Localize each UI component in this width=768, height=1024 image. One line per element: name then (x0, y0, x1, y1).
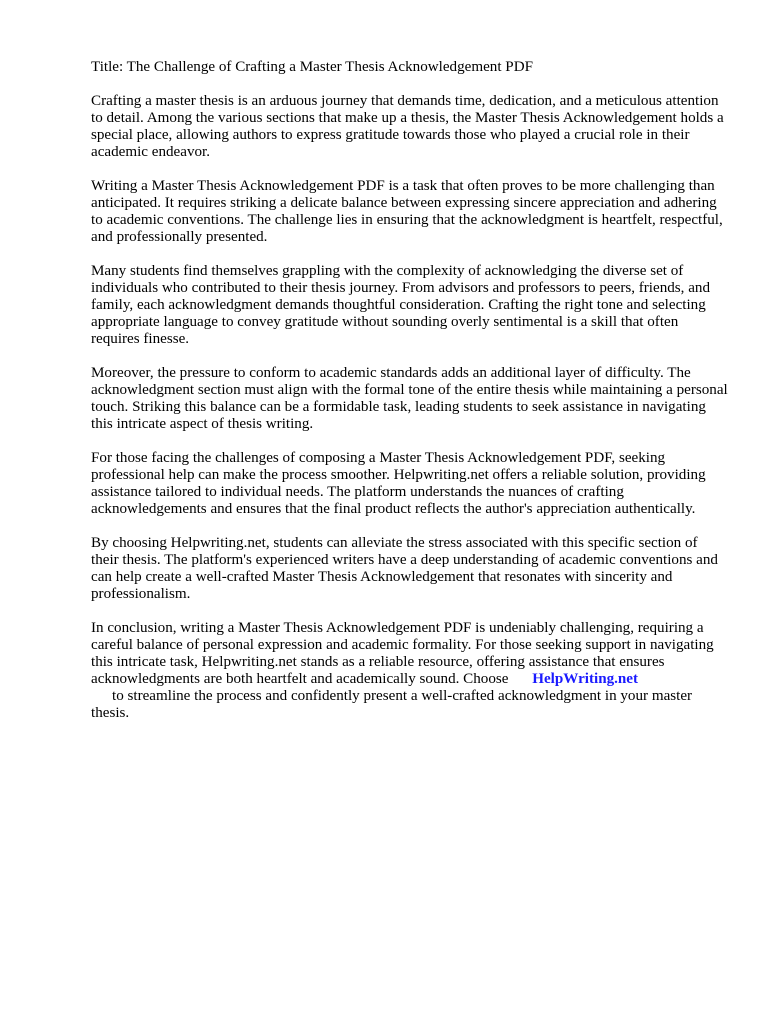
conclusion-text-start: In conclusion, writing a Master Thesis Acknowledgement PDF is undeniably challenging, requiring a careful balance of personal expression and academic formality. For those seeking support in navigating this intricate task, Helpwriting.net stands as a reliable resource, offering assistance that ensures acknowledgments are both heartfelt and academically sound. Choose (91, 620, 714, 687)
paragraph-6: By choosing Helpwriting.net, students can alleviate the stress associated with this specific section of their thesis. The platform's experienced writers have a deep understanding of academic conventions and can help create a well-crafted Master Thesis Acknowledgement that resonates with sincerity and professionalism. (91, 535, 718, 602)
paragraph-2: Writing a Master Thesis Acknowledgement PDF is a task that often proves to be more challenging than anticipated. It requires striking a delicate balance between expressing sincere appreciation and adhering to academic conventions. The challenge lies in ensuring that the acknowledgment is heartfelt, respectful, and professionally presented. (91, 178, 723, 245)
paragraph-4: Moreover, the pressure to conform to academic standards adds an additional layer of difficulty. The acknowledgment section must align with the formal tone of the entire thesis while maintaining a personal touch. Striking this balance can be a formidable task, leading students to seek assistance in navigating this intricate aspect of thesis writing. (91, 365, 728, 432)
paragraph-3: Many students find themselves grappling with the complexity of acknowledging the diverse set of individuals who contributed to their thesis journey. From advisors and professors to peers, friends, and family, each acknowledgment demands thoughtful consideration. Crafting the right tone and selecting appropriate language to convey gratitude without sounding overly sentimental is a skill that often requires finesse. (91, 263, 711, 347)
conclusion-text-end: to streamline the process and confidently present a well-crafted acknowledgment in your master thesis. (91, 688, 693, 721)
paragraph-1: Crafting a master thesis is an arduous journey that demands time, dedication, and a meticulous attention to detail. Among the various sections that make up a thesis, the Master Thesis Acknowledgement holds a special place, allowing authors to express gratitude towards those who played a crucial role in their academic endeavor. (91, 93, 724, 160)
document-title: Title: The Challenge of Crafting a Master Thesis Acknowledgement PDF (91, 59, 533, 75)
conclusion-paragraph (91, 620, 728, 722)
helpwriting-link[interactable]: HelpWriting.net (532, 671, 639, 687)
paragraph-5: For those facing the challenges of composing a Master Thesis Acknowledgement PDF, seeking professional help can make the process smoother. Helpwriting.net offers a reliable solution, providing assistance tailored to individual needs. The platform understands the nuances of crafting acknowledgements and ensures that the final product reflects the author's appreciation authentically. (91, 450, 706, 517)
